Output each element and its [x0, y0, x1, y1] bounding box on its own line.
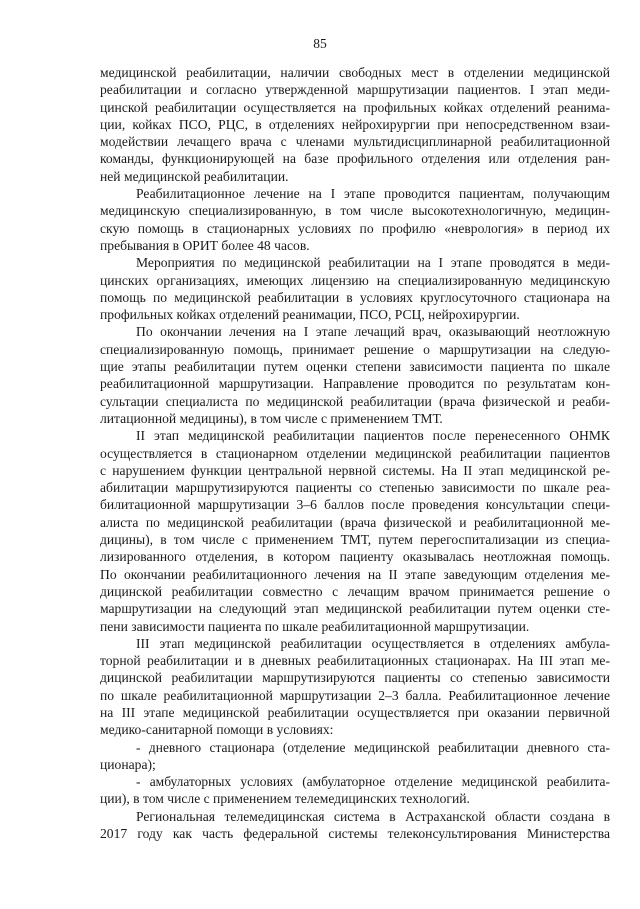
text-line: Мероприятия по медицинской реабилитации на I этапе проводятся в меди- — [136, 255, 610, 271]
text-line: цинских организациях, имеющих лицензию на специализированную медицинскую — [100, 272, 610, 288]
text-line: ции), в том числе с применением телемедицинских технологий. — [100, 791, 470, 807]
text-line: сультации специалиста по медицинской реабилитации (врача физической и реаби- — [100, 393, 610, 409]
text-line: торной реабилитации и в дневных реабилитационных стационарах. На III этап ме- — [100, 653, 610, 669]
text-line: абилитации маршрутизируются пациенты со степенью зависимости по шкале реа- — [100, 480, 610, 496]
text-line: II этап медицинской реабилитации пациентов после перенесенного ОНМК — [136, 428, 610, 444]
text-line: медицинской реабилитации, наличии свободных мест в отделении медицинской — [100, 65, 610, 80]
text-line: ционара); — [100, 756, 156, 772]
text-line: III этап медицинской реабилитации осуществляется в отделениях амбула- — [136, 635, 610, 651]
text-line: - амбулаторных условиях (амбулаторное отделение медицинской реабилита- — [136, 774, 610, 790]
text-line: щие этапы реабилитации путем оценки степени зависимости пациента по шкале — [100, 359, 610, 375]
text-line: с нарушением функции центральной нервной системы. На II этап медицинской ре- — [100, 462, 610, 478]
text-line: дицинской реабилитации совместно с лечащим врачом принимается решение о — [100, 583, 610, 599]
text-line: цинской реабилитации осуществляется на профильных койках отделений реанима- — [100, 99, 610, 115]
text-line: помощь по медицинской реабилитации в условиях круглосуточного стационара на — [100, 289, 610, 305]
text-line: 2017 году как часть федеральной системы телеконсультирования Министерства — [100, 826, 610, 842]
text-line: дицины), в том числе с применением ТМТ, путем перегоспитализации из специа- — [100, 532, 610, 548]
text-line: литационной медицины), в том числе с применением ТМТ. — [100, 410, 443, 426]
text-line: профильных койках отделений реанимации, ПСО, РСЦ, нейрохирургии. — [100, 307, 520, 323]
text-line: ции, койках ПСО, РЦС, в отделениях нейрохирургии при непосредственном взаи- — [100, 116, 610, 132]
text-line: Реабилитационное лечение на I этапе проводится пациентам, получающим — [136, 186, 610, 202]
text-line: реабилитационной маршрутизации. Направление проводится по результатам кон- — [100, 376, 610, 392]
text-line: дицинской реабилитации маршрутизируются пациенты со степенью зависимости — [100, 670, 610, 686]
text-line: реабилитации и согласно утвержденной маршрутизации пациентов. I этап меди- — [100, 82, 610, 98]
text-line: медицинскую специализированную, в том числе высокотехнологичную, медицин- — [100, 203, 610, 219]
text-line: По окончании лечения на I этапе лечащий врач, оказывающий неотложную — [136, 324, 610, 340]
text-line: маршрутизации на следующий этап медицинской реабилитации путем оценки сте- — [100, 601, 610, 617]
text-line: ней медицинской реабилитации. — [100, 168, 289, 184]
text-line: По окончании реабилитационного лечения на II этапе заведующим отделения ме- — [100, 566, 610, 582]
text-line: на III этапе медицинской реабилитации осуществляется при оказании первичной — [100, 704, 610, 720]
text-line: - дневного стационара (отделение медицинской реабилитации дневного ста- — [136, 739, 610, 755]
text-line: специализированную помощь, принимает решение о маршрутизации на следую- — [100, 341, 610, 357]
text-line: лизированного отделения, в котором пациенту оказывалась неотложная помощь. — [100, 549, 610, 565]
text-line: медико-санитарной помощи в условиях: — [100, 722, 334, 738]
text-line: алиста по медицинской реабилитации (врача физической и реабилитационной ме- — [100, 514, 610, 530]
text-line: Региональная телемедицинская система в Астраханской области создана в — [136, 808, 610, 824]
text-line: по шкале реабилитационной маршрутизации 2–3 балла. Реабилитационное лечение — [100, 687, 610, 703]
text-line: осуществляется в стационарном отделении медицинской реабилитации пациентов — [100, 445, 610, 461]
page-number: 85 — [313, 36, 327, 51]
text-line: билитационной маршрутизации 3–6 баллов после проведения консультации специ- — [100, 497, 610, 513]
text-line: модействии лечащего врача с членами мультидисциплинарной реабилитационной — [100, 134, 610, 150]
body-text — [100, 64, 610, 842]
text-line: пени зависимости пациента по шкале реабилитационной маршрутизации. — [100, 618, 530, 634]
text-line: команды, функционирующей на базе профильного отделения или отделения ран- — [100, 151, 610, 167]
text-line: скую помощь в стационарных условиях по профилю «неврология» в период их — [100, 220, 610, 236]
text-line: пребывания в ОРИТ более 48 часов. — [100, 237, 310, 253]
